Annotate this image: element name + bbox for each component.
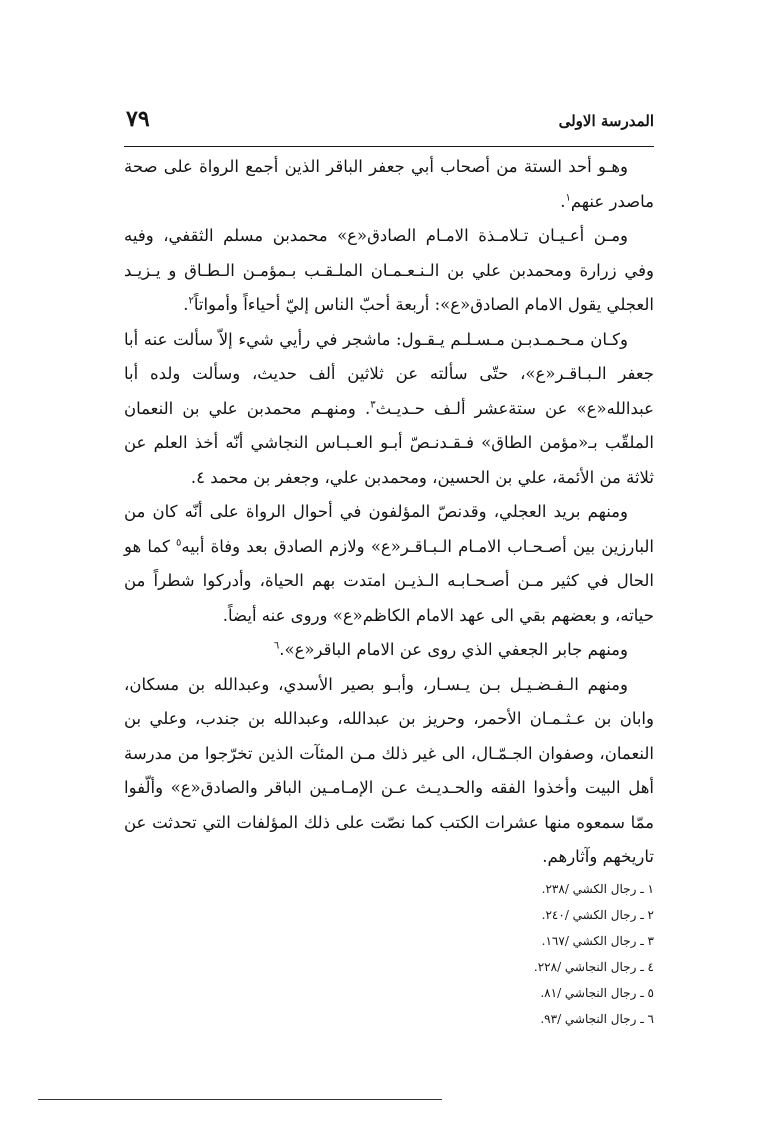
footnote: ٤ ـ رجال النجاشي /٢٢٨.: [533, 960, 654, 974]
paragraph-text: .: [183, 295, 189, 314]
paragraph-text: . ومنهـم محمدبن علي بن النعمان الملقّب بـ«مؤمن الطاق» فـقـدنـصّ أبـو العـبـاس النجاشي أنّه أخذ العلم عن ثلاثة من الأئمة، علي بن الحسين، ومحمدبن علي، وجعفر بن محمد ٤.: [124, 398, 654, 487]
paragraph-text: .: [560, 191, 566, 211]
footnote-marker: ٢: [188, 295, 194, 307]
paragraph: [124, 150, 654, 219]
body-text: [124, 150, 654, 875]
paragraph-text: كما هو الحال في كثير مـن أصـحـابـه الـذيـن امتدت بهم الحياة، وأدركوا شطراً من حياته، و بعضهم بقي الى عهد الامام الكاظم«ع» وروى عنه أيضاً.: [124, 536, 654, 625]
footnote: ٥ ـ رجال النجاشي /٨١.: [540, 986, 654, 1000]
footnote: ٢ ـ رجال الكشي /٢٤٠.: [541, 908, 654, 922]
paragraph-text: ومـن أعـيـان تـلامـذة الامـام الصادق«ع» محمدبن مسلم الثقفي، وفيه وفي زرارة ومحمدبن علي بن الـنـعـمـان الملـقـب بـمؤمـن الـطـاق و يـزيـد العجلي يقول الامام الصادق«ع»: أربعة أحبّ الناس إليّ أحياءاً وأمواتاً: [124, 226, 654, 314]
footnote-marker: ١: [565, 192, 571, 203]
running-head: المدرسة الاولى: [558, 112, 654, 130]
paragraph-text: ومنهم بريد العجلي، وقدنصّ المؤلفون في أحوال الرواة على أنّه كان من البارزين بين أصـحـاب الامـام الـبـاقـر«ع» ولازم الصادق بعد وفاة أبيه: [124, 502, 654, 556]
footnote: ٣ ـ رجال الكشي /١٦٧.: [541, 934, 654, 948]
footnote-marker: ٦: [273, 640, 280, 652]
page-number: ٧٩: [126, 106, 150, 132]
page-header: [124, 106, 654, 147]
paragraph: [124, 633, 654, 668]
paragraph: [124, 495, 654, 633]
paragraph: [124, 219, 654, 323]
bottom-rule: [38, 1099, 442, 1100]
paragraph-text: ومنهم جابر الجعفي الذي روى عن الامام الباقر«ع».: [279, 640, 628, 659]
footnote-marker: ٣: [370, 399, 376, 410]
footnotes: [360, 876, 654, 1032]
paragraph: [124, 668, 654, 875]
paragraph-text: وهـو أحد الستة من أصحاب أبي جعفر الباقر الذين أجمع الرواة على صحة ماصدر عنهم: [124, 157, 654, 211]
paragraph-text: وكـان مـحـمـدبـن مـسـلـم يـقـول: ماشجر في رأيي شيء إلاّ سألت عنه أبا جعفر الـبـاقـر«ع»، حتّى سألته عن ثلاثين ألف حديث، وسألت ولده أبا عبدالله«ع» عن ستةعشر ألـف حـديـث: [124, 329, 654, 418]
paragraph: [124, 323, 654, 496]
footnote: ١ ـ رجال الكشي /٢٣٨.: [541, 882, 654, 896]
footnote-marker: ٥: [176, 537, 182, 548]
footnote: ٦ ـ رجال النجاشي /٩٣.: [540, 1012, 654, 1026]
paragraph-text: ومنهم الـفـضـيـل بـن يـسـار، وأبـو بصير الأسدي، وعبدالله بن مسكان، وابان بن عـثـمـان الأحمر، وحريز بن عبدالله، وعبدالله بن جندب، وعلي بن النعمان، وصفوان الجـمّـال، الى غير ذلك مـن المئآت الذين تخرّجوا من مدرسة أهل البيت وأخذوا الفقه والحـديـث عـن الإمـامـين الباقر والصادق«ع» وألّفوا ممّا سمعوه منها عشرات الكتب كما نصّت على ذلك المؤلفات التي تحدثت عن تاريخهم وآثارهم.: [124, 674, 654, 866]
